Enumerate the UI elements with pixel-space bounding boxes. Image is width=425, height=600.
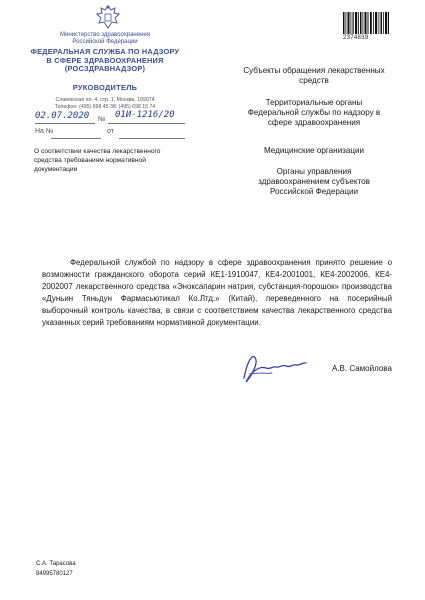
ministry-line-2: Российской Федерации — [72, 39, 138, 45]
recipient-1: Субъекты обращения лекарственных средств — [243, 66, 385, 86]
agency-name — [20, 48, 190, 74]
agency-address — [20, 97, 190, 110]
handwritten-signature — [236, 348, 316, 386]
na-label: На № — [35, 128, 54, 135]
barcode — [343, 12, 389, 34]
ot-label: от — [107, 128, 114, 135]
handwritten-number: 01И-1216/20 — [115, 110, 175, 120]
letter-body: Федеральной службой по надзору в сфере здравоохранения принято решение о возможности гражданского оборота серий КЕ1-1910047, КЕ4-2001001, КЕ4-2002006, КЕ4-2002007 лекарственного средства «Эноксапарин натрия, субстанция-порошок» производства «Дуньин Тяньдун Фармасьютикал Ко.Лтд.» (Китай), переведенного на посерийный выборочный контроль качества, в связи с соответствием качества лекарственного средства указанных серий требованиям нормативной документации. — [42, 258, 392, 327]
recipient-4: Органы управления здравоохранением субъектов Российской Федерации — [258, 167, 370, 197]
document-number: 2374839 — [343, 35, 369, 41]
recipient-2: Территориальные органы Федеральной службы по надзору в сфере здравоохранения — [247, 98, 381, 128]
recipient-3: Медицинские организации — [263, 146, 365, 155]
letter-subject: О соответствии качества лекарственного средства требованиям нормативной документации — [34, 148, 161, 173]
address-line-2: Телефон: (495) 698 45 38; (495) 698 15 74 — [54, 103, 156, 110]
coat-of-arms-emblem — [95, 4, 121, 31]
head-title: РУКОВОДИТЕЛЬ — [72, 83, 138, 92]
agency-line-2: В СФЕРЕ ЗДРАВООХРАНЕНИЯ — [46, 55, 164, 65]
agency-line-3: (РОСЗДРАВНАДЗОР) — [64, 64, 146, 74]
registration-row: № 02.07.2020 01И-1216/20 — [35, 113, 185, 127]
address-line-1: Славянская пл. 4, стр. 1, Москва, 109074 — [55, 97, 155, 103]
executor-phone: 84995780127 — [36, 571, 73, 577]
ministry-name — [20, 32, 190, 46]
executor-name: С.А. Тарасова — [36, 561, 76, 567]
handwritten-date: 02.07.2020 — [35, 111, 90, 121]
signer-name: А.В. Самойлова — [332, 364, 392, 373]
agency-line-1: ФЕДЕРАЛЬНАЯ СЛУЖБА ПО НАДЗОРУ — [30, 47, 180, 56]
ministry-line-1: Министерство здравоохранения — [60, 32, 150, 38]
reference-row — [35, 128, 185, 140]
